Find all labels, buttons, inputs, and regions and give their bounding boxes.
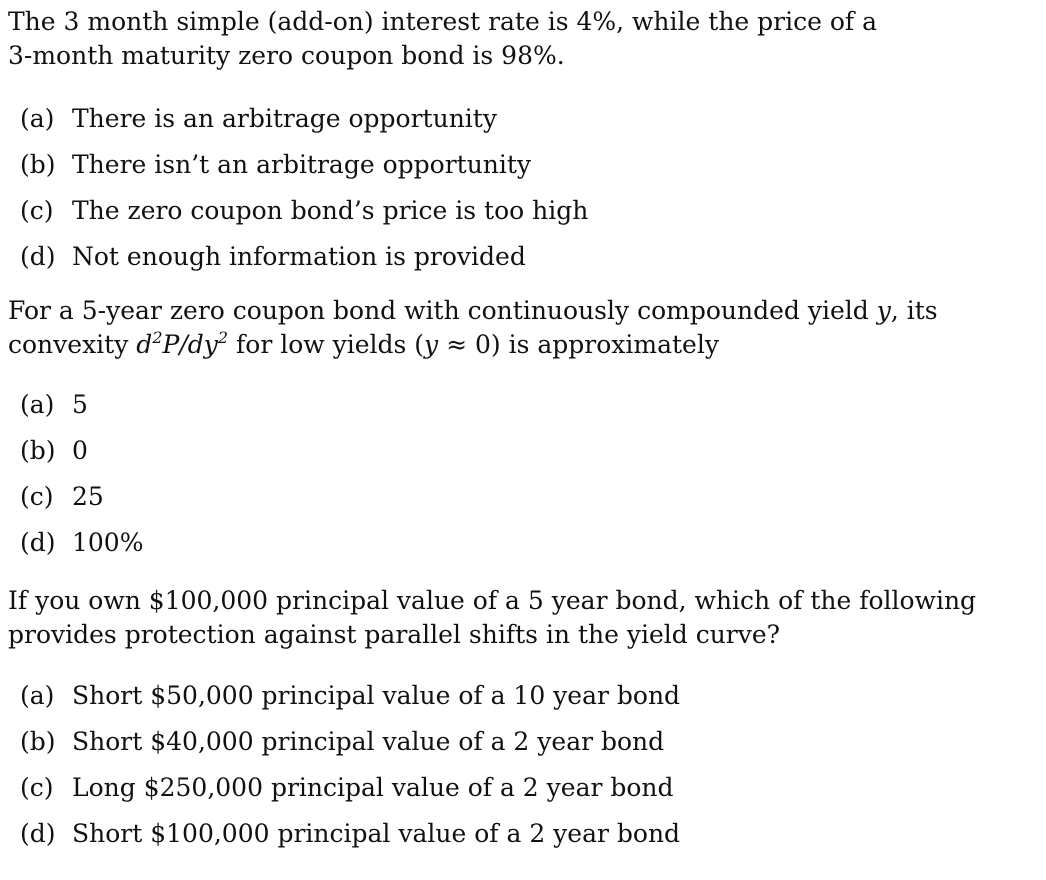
option-text: 5 bbox=[72, 390, 88, 419]
option-text: 25 bbox=[72, 482, 104, 511]
question-1-option-b bbox=[8, 142, 1038, 188]
option-letter: (b) bbox=[20, 436, 56, 465]
question-1-options bbox=[8, 96, 1038, 280]
question-2-option-a bbox=[8, 382, 1038, 428]
stem-text: for low yields ( bbox=[228, 330, 425, 359]
question-1-option-c bbox=[8, 188, 1038, 234]
question-2-stem-line-2 bbox=[8, 328, 1038, 362]
option-text: Not enough information is provided bbox=[72, 242, 526, 271]
option-letter: (d) bbox=[20, 242, 56, 271]
question-2-options bbox=[8, 382, 1038, 566]
option-letter: (c) bbox=[20, 773, 54, 802]
question-1-stem-line-1: The 3 month simple (add-on) interest rate is 4%, while the price of a bbox=[8, 7, 878, 36]
option-text: Short $100,000 principal value of a 2 year bond bbox=[72, 819, 681, 848]
yield-variable: y bbox=[424, 330, 439, 359]
option-text: Short $40,000 principal value of a 2 year bond bbox=[72, 727, 665, 756]
yield-variable: y bbox=[876, 296, 891, 325]
option-text: There is an arbitrage opportunity bbox=[72, 104, 497, 133]
option-letter: (b) bbox=[20, 727, 56, 756]
stem-text: ≈ 0) is approximately bbox=[438, 330, 719, 359]
question-3-option-d bbox=[8, 811, 1038, 857]
question-3-option-c bbox=[8, 765, 1038, 811]
formula-p-dy: P/dy bbox=[162, 330, 218, 359]
option-letter: (c) bbox=[20, 482, 54, 511]
question-3-option-a bbox=[8, 673, 1038, 719]
option-text: The zero coupon bond’s price is too high bbox=[72, 196, 589, 225]
question-3-stem-line-2: provides protection against parallel shifts in the yield curve? bbox=[8, 620, 781, 649]
formula-exponent: 2 bbox=[217, 328, 229, 347]
formula-d: d bbox=[136, 330, 153, 359]
option-letter: (b) bbox=[20, 150, 56, 179]
question-2-option-d bbox=[8, 520, 1038, 566]
option-text: 0 bbox=[72, 436, 88, 465]
option-text: There isn’t an arbitrage opportunity bbox=[72, 150, 532, 179]
option-letter: (a) bbox=[20, 390, 55, 419]
formula-exponent: 2 bbox=[152, 328, 163, 347]
question-1 bbox=[8, 5, 1038, 280]
question-3-stem-line-1: If you own $100,000 principal value of a 5 year bond, which of the following bbox=[8, 586, 977, 615]
option-letter: (d) bbox=[20, 528, 56, 557]
option-letter: (a) bbox=[20, 681, 55, 710]
stem-text: convexity bbox=[8, 330, 137, 359]
question-1-option-d bbox=[8, 234, 1038, 280]
option-letter: (a) bbox=[20, 104, 55, 133]
option-letter: (d) bbox=[20, 819, 56, 848]
question-1-option-a bbox=[8, 96, 1038, 142]
convexity-formula bbox=[136, 330, 228, 359]
question-2-option-c bbox=[8, 474, 1038, 520]
option-letter: (c) bbox=[20, 196, 54, 225]
option-text: Long $250,000 principal value of a 2 year bond bbox=[72, 773, 674, 802]
question-2 bbox=[8, 294, 1038, 566]
stem-text: , its bbox=[890, 296, 938, 325]
question-3 bbox=[8, 584, 1038, 857]
question-3-options bbox=[8, 673, 1038, 857]
question-3-option-b bbox=[8, 719, 1038, 765]
option-text: 100% bbox=[72, 528, 144, 557]
question-1-stem-line-2: 3-month maturity zero coupon bond is 98%. bbox=[8, 41, 565, 70]
question-2-stem-line-1 bbox=[8, 294, 1038, 328]
stem-text: For a 5-year zero coupon bond with continuously compounded yield bbox=[8, 296, 877, 325]
question-2-option-b bbox=[8, 428, 1038, 474]
option-text: Short $50,000 principal value of a 10 year bond bbox=[72, 681, 681, 710]
